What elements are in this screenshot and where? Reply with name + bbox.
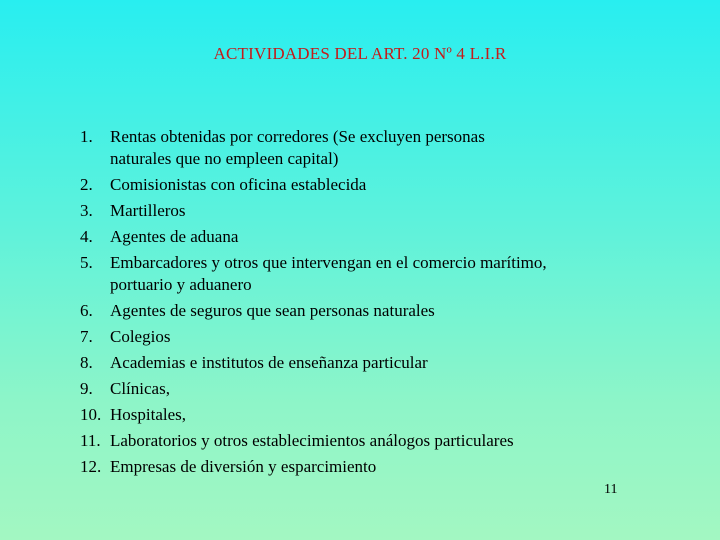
list-item [80,124,660,172]
list-item-number: 1. [80,127,93,146]
activities-list [80,124,660,480]
list-item-line: naturales que no empleen capital) [110,149,339,168]
list-item [80,402,660,428]
list-item-text: Martilleros [110,201,186,220]
list-item [80,376,660,402]
list-item-text [110,124,660,172]
list-item [80,350,660,376]
list-item-text: Hospitales, [110,405,187,424]
list-item-text: Empresas de diversión y esparcimiento [110,457,377,476]
list-item-number: 12. [80,457,102,476]
list-item [80,428,660,454]
list-item-number: 10. [80,405,102,424]
list-item-line: Rentas obtenidas por corredores (Se excluyen personas [110,127,485,146]
list-item-text: Comisionistas con oficina establecida [110,175,367,194]
list-item-text: Agentes de seguros que sean personas naturales [110,301,435,320]
list-item-text [110,250,660,298]
list-item-number: 2. [80,175,93,194]
list-item [80,324,660,350]
page-number: 11 [604,482,618,497]
list-item [80,250,660,298]
list-item-line: portuario y aduanero [110,275,252,294]
list-item [80,224,660,250]
list-item-text: Laboratorios y otros establecimientos análogos particulares [110,431,514,450]
list-item-text: Colegios [110,327,171,346]
list-item [80,454,660,480]
list-item-text: Agentes de aduana [110,227,239,246]
list-item-number: 11. [80,431,101,450]
list-item-number: 3. [80,201,93,220]
list-item-text: Academias e institutos de enseñanza particular [110,353,428,372]
list-item-number: 6. [80,301,93,320]
list-item [80,172,660,198]
list-item-number: 4. [80,227,93,246]
list-item-line: Embarcadores y otros que intervengan en el comercio marítimo, [110,253,547,272]
list-item-number: 9. [80,379,93,398]
list-item [80,198,660,224]
list-item-number: 5. [80,253,93,272]
list-item-number: 7. [80,327,93,346]
list-item-number: 8. [80,353,93,372]
slide-title: ACTIVIDADES DEL ART. 20 Nº 4 L.I.R [213,44,507,63]
list-item-text: Clínicas, [110,379,170,398]
list-item [80,298,660,324]
